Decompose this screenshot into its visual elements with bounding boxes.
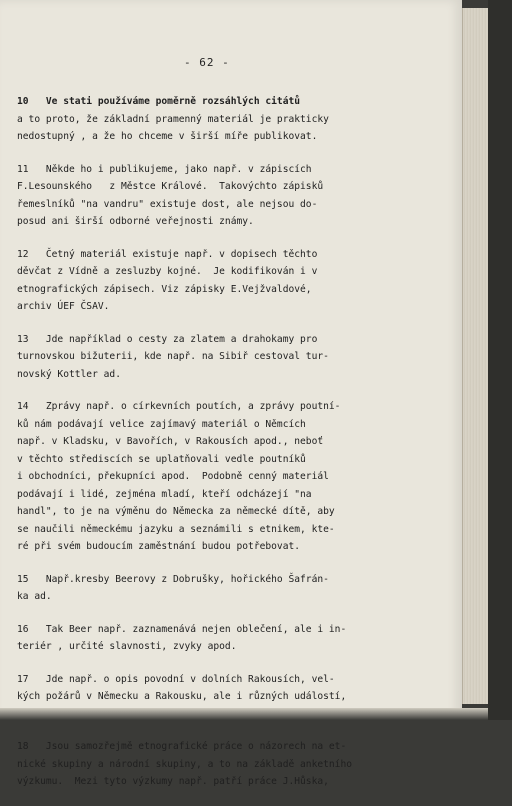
footnotes <box>17 93 457 806</box>
note-line: řemeslníků "na vandru" existuje dost, ale nejsou do- <box>17 198 318 210</box>
note-line: 16 Tak Beer např. zaznamenává nejen oblečení, ale i in- <box>17 623 347 635</box>
footnote-12 <box>17 246 457 316</box>
note-line: ré při svém budoucím zaměstnání budou potřebovat. <box>17 541 301 552</box>
note-line: 17 Jde např. o opis povodní v dolních Rakousích, vel- <box>17 673 335 685</box>
note-line: v těchto střediscích se uplatňovali vedle poutníků <box>17 453 306 465</box>
note-line: 11 Někde ho i publikujeme, jako např. v zápiscích <box>17 163 312 175</box>
page-bottom-shadow <box>0 708 488 720</box>
note-line: novský Kottler ad. <box>17 368 121 380</box>
note-line: 13 Jde například o cesty za zlatem a drahokamy pro <box>17 333 318 345</box>
note-line: podávají i lidé, zejména mladí, kteří odcházejí "na <box>17 488 312 500</box>
note-line: 18 Jsou samozřejmě etnografické práce o názorech na et- <box>17 741 347 752</box>
scanner-background <box>488 0 512 720</box>
note-line: 14 Zprávy např. o církevních poutích, a zprávy poutní- <box>17 401 341 412</box>
note-line: archiv ÚEF ČSAV. <box>17 301 110 312</box>
footnote-14 <box>17 398 457 556</box>
footnote-10 <box>17 93 457 146</box>
note-line: nické skupiny a národní skupiny, a to na základě anketního <box>17 758 353 770</box>
footnote-15 <box>17 571 457 606</box>
note-line: turnovskou bižuterii, kde např. na Sibiř cestoval tur- <box>17 351 329 362</box>
note-line: kých požárů v Německu a Rakousku, ale i různých událostí, <box>17 691 347 702</box>
note-line: výzkumu. Mezi tyto výzkumy např. patří práce J.Hůska, <box>17 776 329 787</box>
note-line: 15 Např.kresby Beerovy z Dobrušky, hořického Šafrán- <box>17 573 329 585</box>
note-line: i obchodníci, překupníci apod. Podobně cenný materiál <box>17 471 329 482</box>
note-line: teriér , určité slavnosti, zvyky apod. <box>17 641 237 652</box>
note-line: nedostupný , a že ho chceme v širší míře publikovat. <box>17 131 318 142</box>
footnote-16 <box>17 621 457 656</box>
footnote-11 <box>17 161 457 231</box>
note-line: např. v Kladsku, v Bavořích, v Rakousích apod., neboť <box>17 436 324 447</box>
note-line: ků nám podávají velice zajímavý materiál o Němcích <box>17 418 306 430</box>
note-line: děvčat z Vídně a zesluzby kojné. Je kodifikován i v <box>17 266 318 277</box>
note-line: etnografických zápisech. Viz zápisky E.Vejžvaldové, <box>17 283 312 295</box>
note-line: a to proto, že základní pramenný materiál je prakticky <box>17 113 329 125</box>
page-number: - 62 - <box>184 56 230 69</box>
note-line: se naučili německému jazyku a seznámili s etnikem, kte- <box>17 523 335 535</box>
note-line: 12 Četný materiál existuje např. v dopisech těchto <box>17 248 318 260</box>
note-line: ka ad. <box>17 591 52 602</box>
note-line: F.Lesounského z Městce Králové. Takovýchto zápisků <box>17 181 324 192</box>
footnote-18 <box>17 738 457 791</box>
page-stack-edge <box>462 8 489 704</box>
note-line: 10 Ve stati používáme poměrně rozsáhlých citátů <box>17 96 301 107</box>
note-line: handl", to je na výměnu do Německa za německé dítě, aby <box>17 506 335 517</box>
footnote-13 <box>17 331 457 384</box>
note-line: posud ani širší odborné veřejnosti známy. <box>17 216 254 227</box>
